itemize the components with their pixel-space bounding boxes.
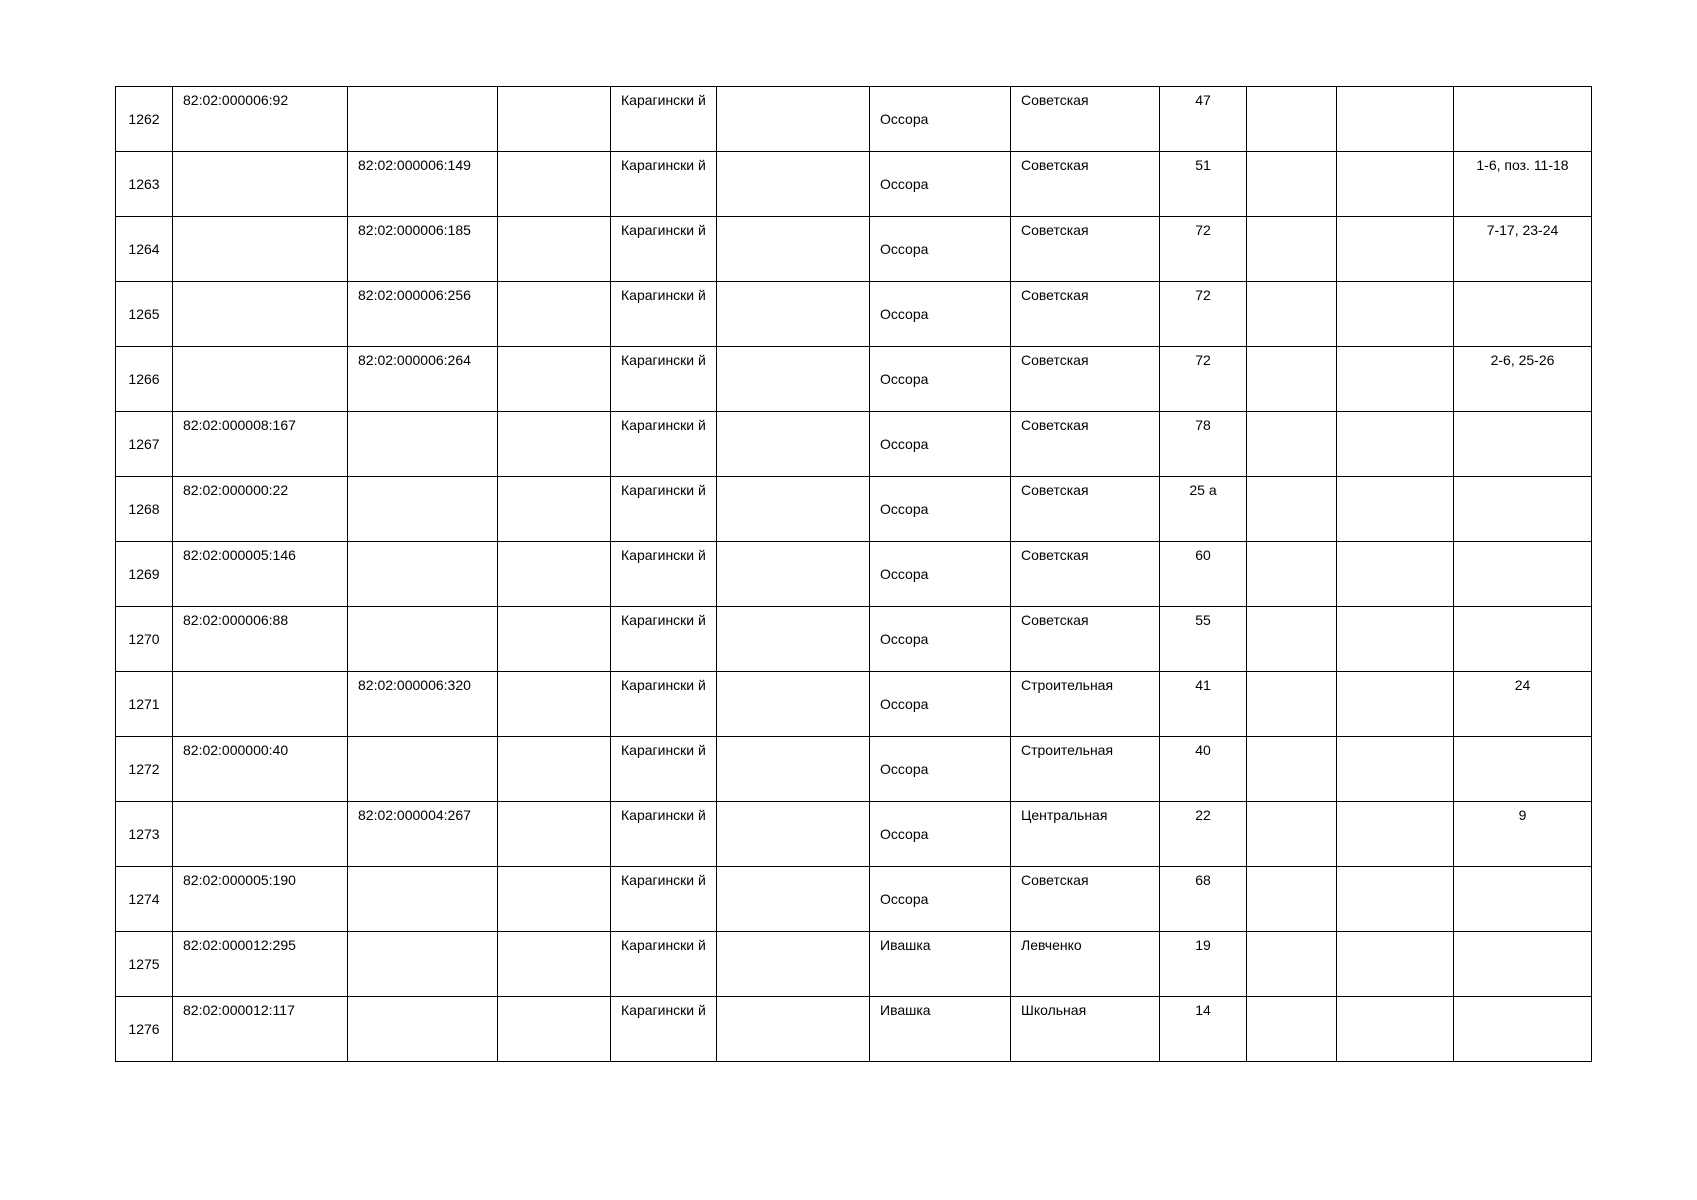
cell-empty — [717, 867, 870, 932]
premises-numbers: 9 — [1454, 802, 1592, 867]
cadastral-number-building — [348, 932, 498, 997]
premises-numbers — [1454, 542, 1592, 607]
district: Карагински й — [611, 607, 717, 672]
cadastral-number-land — [173, 347, 348, 412]
cadastral-number-building — [348, 997, 498, 1062]
cadastral-number-building: 82:02:000006:256 — [348, 282, 498, 347]
locality: Ивашка — [870, 932, 1011, 997]
cell-empty — [1247, 282, 1337, 347]
cell-empty — [498, 867, 611, 932]
locality: Оссора — [870, 802, 1011, 867]
district: Карагински й — [611, 152, 717, 217]
row-number: 1265 — [116, 282, 173, 347]
cadastral-number-land — [173, 217, 348, 282]
house-number: 72 — [1160, 217, 1247, 282]
street: Советская — [1011, 412, 1160, 477]
house-number: 14 — [1160, 997, 1247, 1062]
cadastral-number-land: 82:02:000000:22 — [173, 477, 348, 542]
row-number: 1272 — [116, 737, 173, 802]
locality: Оссора — [870, 607, 1011, 672]
premises-numbers: 1-6, поз. 11-18 — [1454, 152, 1592, 217]
row-number: 1266 — [116, 347, 173, 412]
cell-empty — [1337, 152, 1454, 217]
premises-numbers — [1454, 932, 1592, 997]
street: Центральная — [1011, 802, 1160, 867]
table-row — [116, 217, 1592, 282]
premises-numbers — [1454, 737, 1592, 802]
row-number: 1269 — [116, 542, 173, 607]
district: Карагински й — [611, 737, 717, 802]
street: Школьная — [1011, 997, 1160, 1062]
table-row — [116, 347, 1592, 412]
locality: Оссора — [870, 152, 1011, 217]
table-row — [116, 607, 1592, 672]
locality: Оссора — [870, 867, 1011, 932]
cell-empty — [498, 217, 611, 282]
district: Карагински й — [611, 867, 717, 932]
street: Советская — [1011, 87, 1160, 152]
house-number: 22 — [1160, 802, 1247, 867]
street: Строительная — [1011, 737, 1160, 802]
house-number: 72 — [1160, 347, 1247, 412]
cadastral-number-building: 82:02:000006:320 — [348, 672, 498, 737]
district: Карагински й — [611, 347, 717, 412]
cell-empty — [498, 412, 611, 477]
locality: Ивашка — [870, 997, 1011, 1062]
premises-numbers — [1454, 282, 1592, 347]
cell-empty — [1337, 87, 1454, 152]
house-number: 47 — [1160, 87, 1247, 152]
street: Советская — [1011, 542, 1160, 607]
cell-empty — [1337, 997, 1454, 1062]
district: Карагински й — [611, 412, 717, 477]
cell-empty — [1337, 217, 1454, 282]
cell-empty — [1247, 607, 1337, 672]
cell-empty — [1247, 217, 1337, 282]
locality: Оссора — [870, 412, 1011, 477]
cell-empty — [1247, 477, 1337, 542]
table-row — [116, 672, 1592, 737]
street: Советская — [1011, 347, 1160, 412]
cell-empty — [717, 477, 870, 542]
cell-empty — [717, 87, 870, 152]
row-number: 1275 — [116, 932, 173, 997]
row-number: 1262 — [116, 87, 173, 152]
cadastral-number-land — [173, 802, 348, 867]
house-number: 41 — [1160, 672, 1247, 737]
cell-empty — [498, 477, 611, 542]
locality: Оссора — [870, 87, 1011, 152]
row-number: 1271 — [116, 672, 173, 737]
cadastral-number-building: 82:02:000006:149 — [348, 152, 498, 217]
premises-numbers — [1454, 997, 1592, 1062]
cadastral-number-building: 82:02:000004:267 — [348, 802, 498, 867]
cell-empty — [717, 217, 870, 282]
premises-numbers: 24 — [1454, 672, 1592, 737]
cadastral-number-building: 82:02:000006:264 — [348, 347, 498, 412]
district: Карагински й — [611, 87, 717, 152]
cell-empty — [498, 607, 611, 672]
premises-numbers — [1454, 412, 1592, 477]
cell-empty — [498, 542, 611, 607]
cell-empty — [1247, 737, 1337, 802]
cadastral-number-building: 82:02:000006:185 — [348, 217, 498, 282]
cell-empty — [1337, 282, 1454, 347]
cell-empty — [1337, 412, 1454, 477]
cell-empty — [1247, 152, 1337, 217]
cell-empty — [1337, 802, 1454, 867]
locality: Оссора — [870, 282, 1011, 347]
cadastral-number-building — [348, 412, 498, 477]
cadastral-number-land: 82:02:000012:117 — [173, 997, 348, 1062]
cell-empty — [498, 737, 611, 802]
street: Советская — [1011, 867, 1160, 932]
locality: Оссора — [870, 737, 1011, 802]
district: Карагински й — [611, 997, 717, 1062]
cell-empty — [498, 997, 611, 1062]
cell-empty — [498, 932, 611, 997]
cell-empty — [1247, 932, 1337, 997]
cell-empty — [1337, 477, 1454, 542]
cell-empty — [1247, 997, 1337, 1062]
row-number: 1268 — [116, 477, 173, 542]
locality: Оссора — [870, 542, 1011, 607]
cell-empty — [1247, 672, 1337, 737]
table-row — [116, 737, 1592, 802]
cell-empty — [1337, 672, 1454, 737]
district: Карагински й — [611, 672, 717, 737]
cell-empty — [717, 412, 870, 477]
cell-empty — [1247, 867, 1337, 932]
cadastral-number-land — [173, 152, 348, 217]
registry-table — [115, 86, 1592, 1062]
cell-empty — [498, 347, 611, 412]
cell-empty — [717, 152, 870, 217]
cell-empty — [1247, 542, 1337, 607]
street: Левченко — [1011, 932, 1160, 997]
house-number: 25 а — [1160, 477, 1247, 542]
premises-numbers — [1454, 607, 1592, 672]
row-number: 1264 — [116, 217, 173, 282]
premises-numbers — [1454, 867, 1592, 932]
cell-empty — [1337, 932, 1454, 997]
row-number: 1274 — [116, 867, 173, 932]
street: Советская — [1011, 217, 1160, 282]
table-body — [116, 87, 1592, 1062]
cadastral-number-land: 82:02:000005:146 — [173, 542, 348, 607]
cell-empty — [717, 737, 870, 802]
row-number: 1270 — [116, 607, 173, 672]
cadastral-number-land: 82:02:000006:88 — [173, 607, 348, 672]
cell-empty — [1247, 412, 1337, 477]
cadastral-number-land: 82:02:000012:295 — [173, 932, 348, 997]
cadastral-number-building — [348, 477, 498, 542]
house-number: 19 — [1160, 932, 1247, 997]
row-number: 1273 — [116, 802, 173, 867]
cell-empty — [717, 347, 870, 412]
district: Карагински й — [611, 282, 717, 347]
table-row — [116, 282, 1592, 347]
cadastral-number-land: 82:02:000005:190 — [173, 867, 348, 932]
locality: Оссора — [870, 217, 1011, 282]
table-row — [116, 802, 1592, 867]
cell-empty — [717, 282, 870, 347]
locality: Оссора — [870, 347, 1011, 412]
cell-empty — [1247, 347, 1337, 412]
street: Советская — [1011, 477, 1160, 542]
table-row — [116, 997, 1592, 1062]
locality: Оссора — [870, 477, 1011, 542]
house-number: 55 — [1160, 607, 1247, 672]
table-row — [116, 542, 1592, 607]
cadastral-number-building — [348, 87, 498, 152]
house-number: 78 — [1160, 412, 1247, 477]
table-row — [116, 867, 1592, 932]
house-number: 60 — [1160, 542, 1247, 607]
cell-empty — [498, 87, 611, 152]
cadastral-number-building — [348, 542, 498, 607]
district: Карагински й — [611, 802, 717, 867]
cell-empty — [717, 607, 870, 672]
row-number: 1276 — [116, 997, 173, 1062]
premises-numbers: 7-17, 23-24 — [1454, 217, 1592, 282]
house-number: 51 — [1160, 152, 1247, 217]
cell-empty — [498, 152, 611, 217]
cell-empty — [498, 672, 611, 737]
cell-empty — [1247, 87, 1337, 152]
district: Карагински й — [611, 542, 717, 607]
cell-empty — [1247, 802, 1337, 867]
cadastral-number-building — [348, 607, 498, 672]
cadastral-number-land: 82:02:000008:167 — [173, 412, 348, 477]
street: Советская — [1011, 152, 1160, 217]
cell-empty — [717, 932, 870, 997]
house-number: 72 — [1160, 282, 1247, 347]
locality: Оссора — [870, 672, 1011, 737]
row-number: 1263 — [116, 152, 173, 217]
premises-numbers — [1454, 87, 1592, 152]
table-row — [116, 412, 1592, 477]
cadastral-number-land: 82:02:000006:92 — [173, 87, 348, 152]
street: Советская — [1011, 282, 1160, 347]
cadastral-number-building — [348, 867, 498, 932]
cell-empty — [717, 997, 870, 1062]
cell-empty — [1337, 737, 1454, 802]
house-number: 68 — [1160, 867, 1247, 932]
district: Карагински й — [611, 217, 717, 282]
cell-empty — [1337, 347, 1454, 412]
table-row — [116, 87, 1592, 152]
cell-empty — [498, 282, 611, 347]
district: Карагински й — [611, 477, 717, 542]
cell-empty — [717, 542, 870, 607]
table-row — [116, 932, 1592, 997]
table-row — [116, 477, 1592, 542]
premises-numbers — [1454, 477, 1592, 542]
cadastral-number-land — [173, 282, 348, 347]
cadastral-number-building — [348, 737, 498, 802]
table-row — [116, 152, 1592, 217]
premises-numbers: 2-6, 25-26 — [1454, 347, 1592, 412]
cell-empty — [1337, 607, 1454, 672]
street: Строительная — [1011, 672, 1160, 737]
house-number: 40 — [1160, 737, 1247, 802]
cell-empty — [717, 672, 870, 737]
street: Советская — [1011, 607, 1160, 672]
cell-empty — [1337, 542, 1454, 607]
cadastral-number-land — [173, 672, 348, 737]
row-number: 1267 — [116, 412, 173, 477]
cell-empty — [717, 802, 870, 867]
district: Карагински й — [611, 932, 717, 997]
cell-empty — [1337, 867, 1454, 932]
cadastral-number-land: 82:02:000000:40 — [173, 737, 348, 802]
cell-empty — [498, 802, 611, 867]
